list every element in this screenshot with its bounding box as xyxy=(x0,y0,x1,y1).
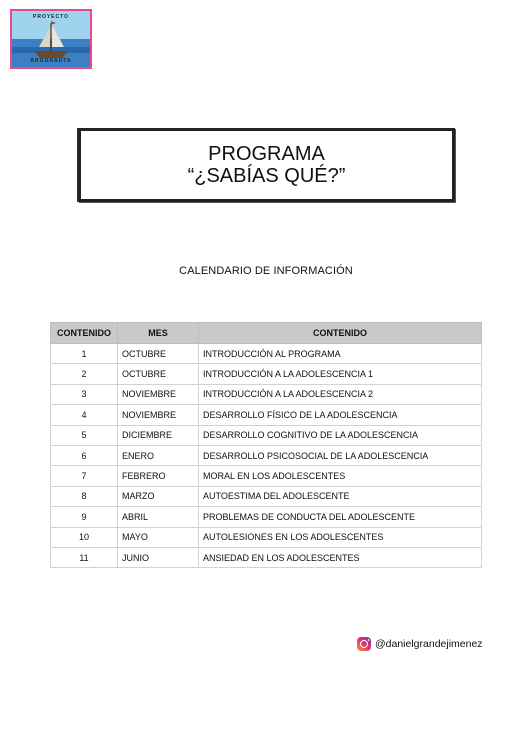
header-mes: MES xyxy=(118,323,199,344)
row-number: 4 xyxy=(51,405,118,425)
table-row xyxy=(51,527,482,547)
table-header-row xyxy=(51,323,482,344)
row-month: ENERO xyxy=(118,445,199,465)
row-number: 11 xyxy=(51,547,118,567)
row-month: DICIEMBRE xyxy=(118,425,199,445)
table-row xyxy=(51,364,482,384)
project-logo xyxy=(10,9,92,69)
instagram-handle: @danielgrandejimenez xyxy=(375,638,483,650)
row-month: MARZO xyxy=(118,486,199,506)
row-content: ANSIEDAD EN LOS ADOLESCENTES xyxy=(199,547,482,567)
calendar-table xyxy=(50,322,482,568)
row-month: JUNIO xyxy=(118,547,199,567)
table-row xyxy=(51,507,482,527)
header-contenido: CONTENIDO xyxy=(199,323,482,344)
row-number: 5 xyxy=(51,425,118,445)
table-row xyxy=(51,466,482,486)
title-box xyxy=(78,128,455,202)
row-number: 9 xyxy=(51,507,118,527)
calendar-subtitle: CALENDARIO DE INFORMACIÓN xyxy=(179,265,353,277)
table-row xyxy=(51,445,482,465)
row-content: DESARROLLO PSICOSOCIAL DE LA ADOLESCENCIA xyxy=(199,445,482,465)
row-number: 6 xyxy=(51,445,118,465)
logo-top-text: PROYECTO xyxy=(33,14,69,20)
row-content: AUTOESTIMA DEL ADOLESCENTE xyxy=(199,486,482,506)
instagram-icon xyxy=(357,637,371,651)
row-month: ABRIL xyxy=(118,507,199,527)
table-row xyxy=(51,547,482,567)
row-number: 1 xyxy=(51,344,118,364)
row-month: OCTUBRE xyxy=(118,344,199,364)
row-content: INTRODUCCIÓN A LA ADOLESCENCIA 2 xyxy=(199,384,482,404)
row-number: 10 xyxy=(51,527,118,547)
header-contenido-number: CONTENIDO xyxy=(51,323,118,344)
row-month: MAYO xyxy=(118,527,199,547)
logo-bottom-text: ARGONAUTA xyxy=(30,58,72,64)
row-number: 7 xyxy=(51,466,118,486)
row-content: PROBLEMAS DE CONDUCTA DEL ADOLESCENTE xyxy=(199,507,482,527)
table-row xyxy=(51,384,482,404)
row-number: 8 xyxy=(51,486,118,506)
row-month: OCTUBRE xyxy=(118,364,199,384)
table-row xyxy=(51,486,482,506)
row-content: INTRODUCCIÓN AL PROGRAMA xyxy=(199,344,482,364)
row-month: NOVIEMBRE xyxy=(118,405,199,425)
table-row xyxy=(51,344,482,364)
row-content: AUTOLESIONES EN LOS ADOLESCENTES xyxy=(199,527,482,547)
title-line-2: “¿SABÍAS QUÉ?” xyxy=(187,165,346,187)
title-line-1: PROGRAMA xyxy=(208,143,325,165)
row-month: NOVIEMBRE xyxy=(118,384,199,404)
instagram-credit xyxy=(357,637,483,651)
row-month: FEBRERO xyxy=(118,466,199,486)
row-content: INTRODUCCIÓN A LA ADOLESCENCIA 1 xyxy=(199,364,482,384)
row-number: 3 xyxy=(51,384,118,404)
table-row xyxy=(51,425,482,445)
row-content: MORAL EN LOS ADOLESCENTES xyxy=(199,466,482,486)
row-content: DESARROLLO FÍSICO DE LA ADOLESCENCIA xyxy=(199,405,482,425)
row-content: DESARROLLO COGNITIVO DE LA ADOLESCENCIA xyxy=(199,425,482,445)
table-row xyxy=(51,405,482,425)
row-number: 2 xyxy=(51,364,118,384)
